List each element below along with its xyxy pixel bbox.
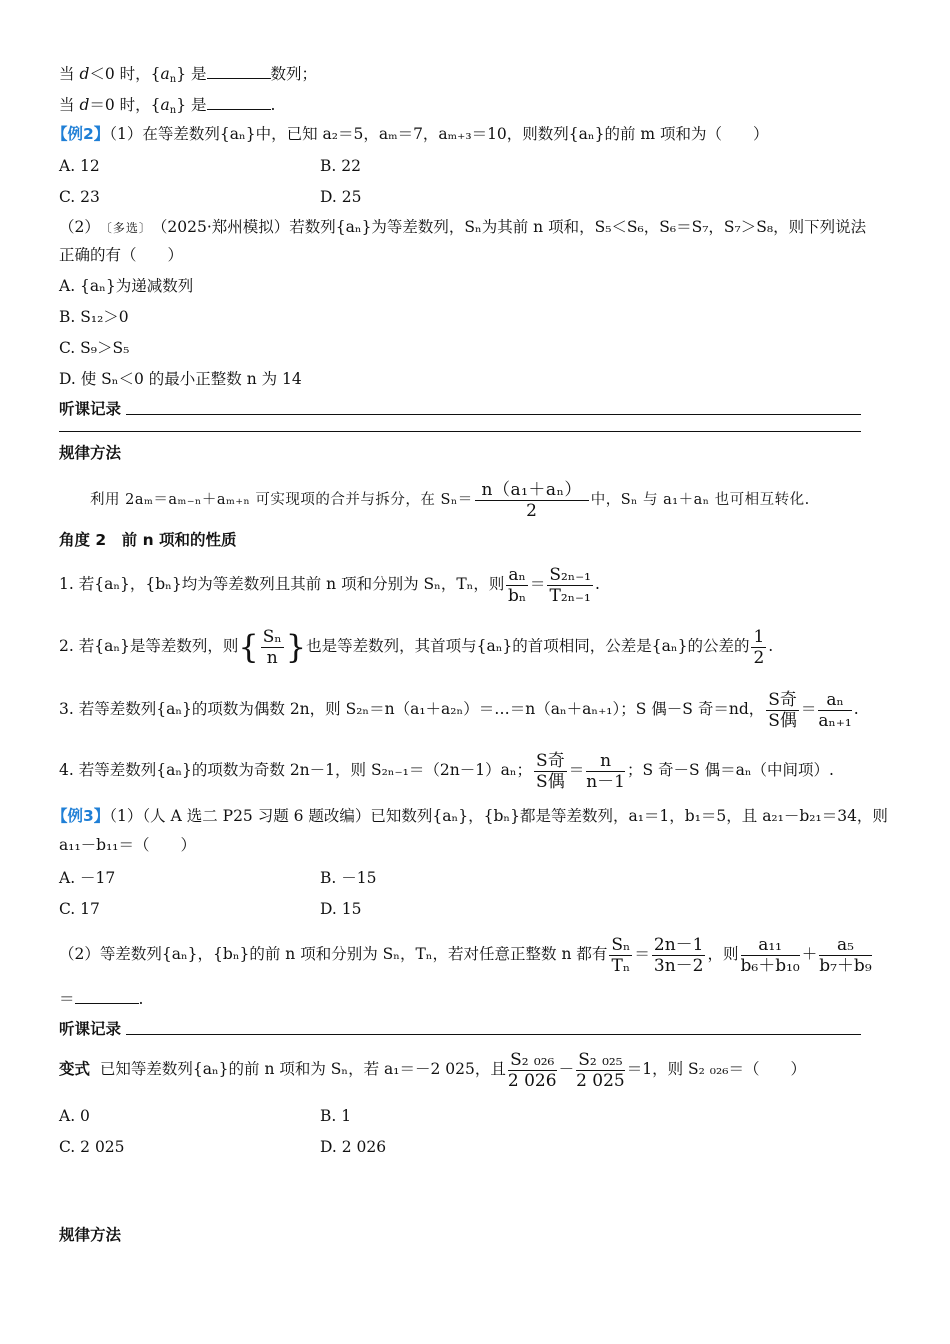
option[interactable]: B. －15 [320, 869, 377, 887]
option[interactable]: A. －17 [59, 869, 116, 887]
option[interactable]: D. 使 Sₙ＜0 的最小正整数 n 为 14 [59, 370, 302, 388]
option[interactable]: D. 25 [320, 188, 362, 206]
option[interactable]: C. 17 [59, 900, 100, 918]
option[interactable]: A. 12 [59, 157, 100, 175]
option[interactable]: A. 0 [59, 1107, 90, 1125]
notes-label: 听课记录 [59, 1020, 122, 1038]
property-4: 4. 若等差数列{aₙ}的项数为奇数 2n－1，则 S₂ₙ₋₁＝（2n－1）aₙ； $\frac{\text{S奇}}{\text{S偶}}$ ＝ $\frac{n}{n-1}$ ；S 奇－S 偶＝aₙ（中间项）. [59, 750, 834, 792]
fraction: $\frac{n}{n-1}$ [586, 750, 625, 792]
answer-line: ＝ . [59, 987, 143, 1010]
notes-line[interactable] [59, 431, 861, 432]
answer-blank[interactable] [207, 93, 271, 110]
option-row [59, 898, 362, 920]
notes-label: 听课记录 [59, 400, 122, 418]
property-3: 3. 若等差数列{aₙ}的项数为偶数 2n，则 S₂ₙ＝n（a₁＋a₂ₙ）＝…＝n（aₙ＋aₙ₊₁）；S 偶－S 奇＝nd， $\frac{\text{S奇}}{\text{S偶}}$ ＝ $\frac{\text{aₙ}}{\text{aₙ₊₁}}$ . [59, 689, 859, 731]
option-row [59, 186, 362, 208]
fraction: $\frac{\text{S奇}}{\text{S偶}}$ [768, 689, 797, 731]
fraction: $\frac{2n-1}{3n-2}$ [653, 934, 704, 976]
option[interactable]: C. S₉＞S₅ [59, 339, 130, 357]
answer-blank[interactable] [75, 987, 139, 1004]
section-title: 角度 2 前 n 项和的性质 [59, 531, 237, 549]
multi-select-tag: 〔多选〕 [99, 221, 152, 235]
property-1: 1. 若{aₙ}，{bₙ}均为等差数列且其前 n 项和分别为 Sₙ，Tₙ，则 $\frac{\text{aₙ}}{\text{bₙ}}$ ＝ $\frac{\text{S₂ₙ₋₁}}{\text{T₂ₙ₋₁}}$ . [59, 564, 600, 606]
option-row [59, 1105, 352, 1127]
example-3-question-1: 【例3】（1）（人 A 选二 P25 习题 6 题改编）已知数列{aₙ}，{bₙ}都是等差数列，a₁＝1，b₁＝5，且 a₂₁－b₂₁＝34，则 [52, 807, 888, 825]
fraction: $\frac{\text{a₅}}{\text{b₇＋b₉}}$ [819, 934, 872, 976]
fraction: $\frac{\text{Sₙ}}{\text{Tₙ}}$ [611, 934, 631, 976]
method-title: 规律方法 [59, 1226, 122, 1244]
fraction: $\frac{\text{aₙ}}{\text{bₙ}}$ [508, 564, 527, 606]
option[interactable]: B. S₁₂＞0 [59, 308, 129, 326]
fraction: $\frac{\text{n（a₁＋aₙ）}}{2}$ [475, 480, 589, 521]
intro-line-2: 当 d＝0 时，$\{a_n\}$ 是 . [59, 93, 275, 116]
option[interactable]: C. 23 [59, 188, 100, 206]
fraction: $\frac{\text{a₁₁}}{\text{b₆＋b₁₀}}$ [740, 934, 800, 976]
option[interactable]: D. 2 026 [320, 1138, 387, 1156]
option[interactable]: B. 1 [320, 1107, 352, 1125]
fraction: $\frac{\text{S₂ ₀₂₆}}{2 026}$ [507, 1049, 557, 1091]
intro-line-1: 当 d＜0 时，$\{a_n\}$ 是 数列； [59, 62, 317, 85]
example-2-question-1: 【例2】（1）在等差数列{aₙ}中，已知 a₂＝5，aₘ＝7，aₘ₊₃＝10，则数列{aₙ}的前 m 项和为（ ） [52, 125, 769, 143]
option-row [59, 867, 377, 889]
fraction: $\frac{\text{S奇}}{\text{S偶}}$ [536, 750, 565, 792]
fraction: $\frac{1}{2}$ [753, 626, 765, 668]
method-title: 规律方法 [59, 444, 122, 462]
answer-blank[interactable] [207, 62, 271, 79]
fraction: $\frac{\text{S₂ₙ₋₁}}{\text{T₂ₙ₋₁}}$ [549, 564, 591, 606]
method-text: 利用 2aₘ＝aₘ₋ₙ＋aₘ₊ₙ 可实现项的合并与拆分，在 Sₙ＝ $\frac{\text{n（a₁＋aₙ）}}{2}$ 中，Sₙ 与 a₁＋aₙ 也可相互转化. [90, 479, 810, 521]
option[interactable]: C. 2 025 [59, 1138, 125, 1156]
variant-question: 变式 已知等差数列{aₙ}的前 n 项和为 Sₙ，若 a₁＝－2 025，且 $\frac{\text{S₂ ₀₂₆}}{2 026}$ － $\frac{\text{S₂ ₀₂₅}}{2 025}$ ＝1，则 S₂ ₀₂₆＝（ ） [59, 1049, 806, 1091]
notes-line[interactable] [126, 414, 861, 415]
option[interactable]: B. 22 [320, 157, 361, 175]
option[interactable]: A. {aₙ}为递减数列 [59, 277, 194, 295]
example-tag: 【例2】 [52, 125, 110, 143]
example-tag: 【例3】 [52, 807, 110, 825]
option-row [59, 1136, 387, 1158]
example-3-question-2: （2）等差数列{aₙ}，{bₙ}的前 n 项和分别为 Sₙ，Tₙ，若对任意正整数 n 都有 $\frac{\text{Sₙ}}{\text{Tₙ}}$ ＝ $\frac{2n-1}{3n-2}$ ，则 $\frac{\text{a₁₁}}{\text{b₆＋b₁₀}}$ ＋ $\frac{\text{a₅}}{\text{b₇＋b₉}}$ [59, 934, 872, 976]
variant-label: 变式 [59, 1060, 91, 1078]
question-continuation: a₁₁－b₁₁＝（ ） [59, 836, 197, 854]
fraction: $\frac{\text{S₂ ₀₂₅}}{2 025}$ [576, 1049, 625, 1091]
fraction: $\frac{\text{Sₙ}}{n}$ [262, 626, 282, 668]
question-continuation: 正确的有（ ） [59, 246, 184, 264]
option-row [59, 155, 361, 177]
property-2: 2. 若{aₙ}是等差数列，则{ $\frac{\text{Sₙ}}{n}$ }也是等差数列，其首项与{aₙ}的首项相同，公差是{aₙ}的公差的 $\frac{1}{2}$ . [59, 626, 774, 668]
fraction: $\frac{\text{aₙ}}{\text{aₙ₊₁}}$ [818, 689, 852, 731]
notes-line[interactable] [126, 1034, 861, 1035]
option[interactable]: D. 15 [320, 900, 362, 918]
example-2-question-2: （2）〔多选〕（2025·郑州模拟）若数列{aₙ}为等差数列，Sₙ为其前 n 项和，S₅＜S₆，S₆＝S₇，S₇＞S₈，则下列说法 [59, 216, 866, 239]
